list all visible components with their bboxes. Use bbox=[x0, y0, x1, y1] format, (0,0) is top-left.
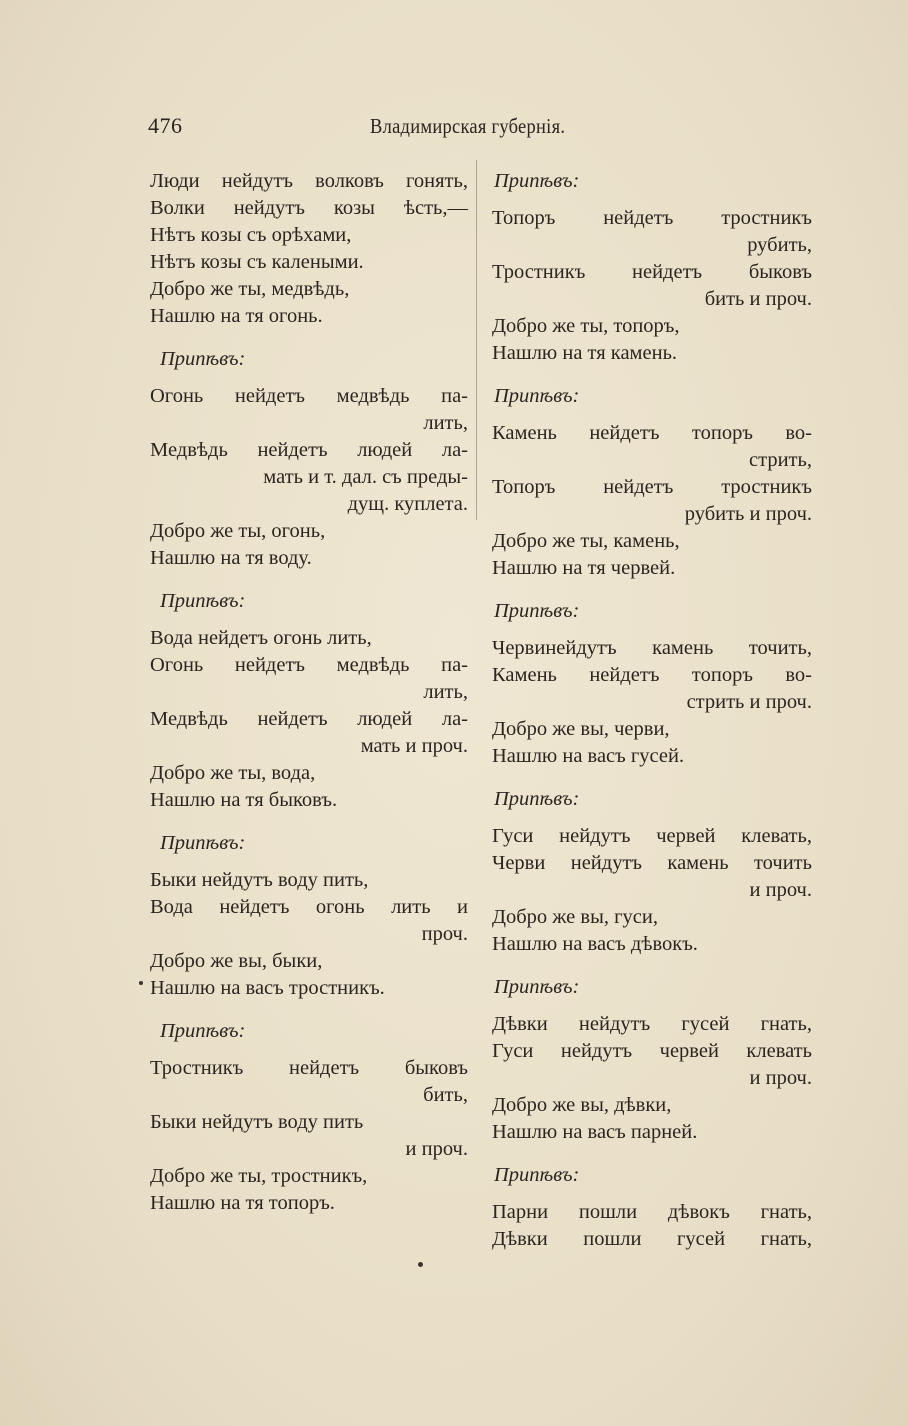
refrain-heading: Припѣвъ: bbox=[494, 788, 580, 810]
verse-line: Огонь нейдетъ медвѣдь па- bbox=[150, 654, 468, 676]
refrain-heading: Припѣвъ: bbox=[494, 600, 580, 622]
refrain-heading: Припѣвъ: bbox=[160, 1020, 246, 1042]
ink-speck bbox=[139, 981, 143, 985]
verse-line: Медвѣдь нейдетъ людей ла- bbox=[150, 708, 468, 730]
refrain-heading: Припѣвъ: bbox=[494, 170, 580, 192]
verse-line: лить, bbox=[423, 681, 468, 703]
verse-line: рубить и проч. bbox=[684, 503, 812, 525]
stanza bbox=[492, 1199, 812, 1253]
verse-line: проч. bbox=[421, 923, 468, 945]
left-column bbox=[150, 168, 468, 1217]
verse-line: Дѣвки пошли гусей гнать, bbox=[492, 1228, 812, 1250]
verse-line: Топоръ нейдетъ тростникъ bbox=[492, 476, 812, 498]
verse-line: Добро же ты, топоръ, bbox=[492, 315, 680, 337]
verse-line: рубить, bbox=[747, 234, 812, 256]
stanza bbox=[492, 420, 812, 582]
verse-line: и проч. bbox=[405, 1138, 468, 1160]
verse-line: Добро же вы, черви, bbox=[492, 718, 670, 740]
verse-line: Вода нейдетъ огонь лить и bbox=[150, 896, 468, 918]
verse-line: Нашлю на васъ гусей. bbox=[492, 745, 685, 767]
verse-line: Нѣтъ козы съ орѣхами, bbox=[150, 224, 352, 246]
verse-line: Черви нейдутъ камень точить bbox=[492, 852, 812, 874]
verse-line: мать и т. дал. съ преды- bbox=[263, 466, 468, 488]
verse-line: Нашлю на васъ дѣвокъ. bbox=[492, 933, 698, 955]
verse-line: бить и проч. bbox=[704, 288, 812, 310]
verse-line: Добро же ты, камень, bbox=[492, 530, 680, 552]
verse-line: Огонь нейдетъ медвѣдь па- bbox=[150, 385, 468, 407]
stanza bbox=[492, 635, 812, 770]
verse-line: Камень нейдетъ топоръ во- bbox=[492, 664, 812, 686]
running-head: Владимирская губернiя. bbox=[370, 114, 566, 138]
verse-line: Нашлю на васъ парней. bbox=[492, 1121, 698, 1143]
verse-line: Волки нейдутъ козы ѣсть,— bbox=[150, 197, 468, 219]
verse-line: Тростникъ нейдетъ быковъ bbox=[492, 261, 812, 283]
stanza bbox=[492, 1011, 812, 1146]
verse-line: Нашлю на васъ тростникъ. bbox=[150, 977, 385, 999]
verse-line: дущ. куплета. bbox=[347, 493, 468, 515]
verse-line: Быки нейдутъ воду пить, bbox=[150, 869, 369, 891]
stanza bbox=[492, 205, 812, 367]
verse-line: Быки нейдутъ воду пить bbox=[150, 1111, 364, 1133]
stanza bbox=[150, 1055, 468, 1217]
verse-line: Топоръ нейдетъ тростникъ bbox=[492, 207, 812, 229]
verse-line: и проч. bbox=[749, 879, 812, 901]
column-divider bbox=[476, 160, 477, 520]
verse-line: Добро же вы, гуси, bbox=[492, 906, 658, 928]
verse-line: Нашлю на тя червей. bbox=[492, 557, 676, 579]
refrain-heading: Припѣвъ: bbox=[160, 832, 246, 854]
refrain-heading: Припѣвъ: bbox=[160, 348, 246, 370]
verse-line: Дѣвки нейдутъ гусей гнать, bbox=[492, 1013, 812, 1035]
stanza bbox=[150, 383, 468, 572]
verse-line: Вода нейдетъ огонь лить, bbox=[150, 627, 372, 649]
stanza bbox=[150, 625, 468, 814]
verse-line: мать и проч. bbox=[360, 735, 468, 757]
refrain-heading: Припѣвъ: bbox=[494, 1164, 580, 1186]
verse-line: Нашлю на тя камень. bbox=[492, 342, 678, 364]
stanza bbox=[150, 168, 468, 330]
verse-line: Нашлю на тя огонь. bbox=[150, 305, 323, 327]
verse-line: Гуси нейдутъ червей клевать, bbox=[492, 825, 812, 847]
verse-line: Добро же вы, быки, bbox=[150, 950, 323, 972]
verse-line: Люди нейдутъ волковъ гонять, bbox=[150, 170, 468, 192]
verse-line: Камень нейдетъ топоръ во- bbox=[492, 422, 812, 444]
refrain-heading: Припѣвъ: bbox=[160, 590, 246, 612]
verse-line: лить, bbox=[423, 412, 468, 434]
verse-line: Добро же ты, медвѣдь, bbox=[150, 278, 350, 300]
verse-line: Медвѣдь нейдетъ людей ла- bbox=[150, 439, 468, 461]
verse-line: Нѣтъ козы съ калеными. bbox=[150, 251, 364, 273]
stanza bbox=[492, 823, 812, 958]
verse-line: Нашлю на тя быковъ. bbox=[150, 789, 338, 811]
right-column bbox=[492, 168, 812, 1253]
verse-line: Добро же ты, огонь, bbox=[150, 520, 326, 542]
verse-line: стрить, bbox=[749, 449, 812, 471]
verse-line: Добро же вы, дѣвки, bbox=[492, 1094, 672, 1116]
verse-line: Добро же ты, вода, bbox=[150, 762, 316, 784]
page-number: 476 bbox=[148, 113, 183, 138]
verse-line: и проч. bbox=[749, 1067, 812, 1089]
verse-line: стрить и проч. bbox=[686, 691, 812, 713]
verse-line: Нашлю на тя топоръ. bbox=[150, 1192, 335, 1214]
verse-line: Гуси нейдутъ червей клевать bbox=[492, 1040, 812, 1062]
refrain-heading: Припѣвъ: bbox=[494, 976, 580, 998]
stanza bbox=[150, 867, 468, 1002]
verse-line: бить, bbox=[423, 1084, 468, 1106]
verse-line: Тростникъ нейдетъ быковъ bbox=[150, 1057, 468, 1079]
verse-line: Червинейдутъ камень точить, bbox=[492, 637, 812, 659]
verse-line: Добро же ты, тростникъ, bbox=[150, 1165, 368, 1187]
verse-line: Нашлю на тя воду. bbox=[150, 547, 312, 569]
page-header bbox=[148, 113, 808, 147]
ink-speck bbox=[418, 1262, 423, 1267]
refrain-heading: Припѣвъ: bbox=[494, 385, 580, 407]
verse-line: Парни пошли дѣвокъ гнать, bbox=[492, 1201, 812, 1223]
